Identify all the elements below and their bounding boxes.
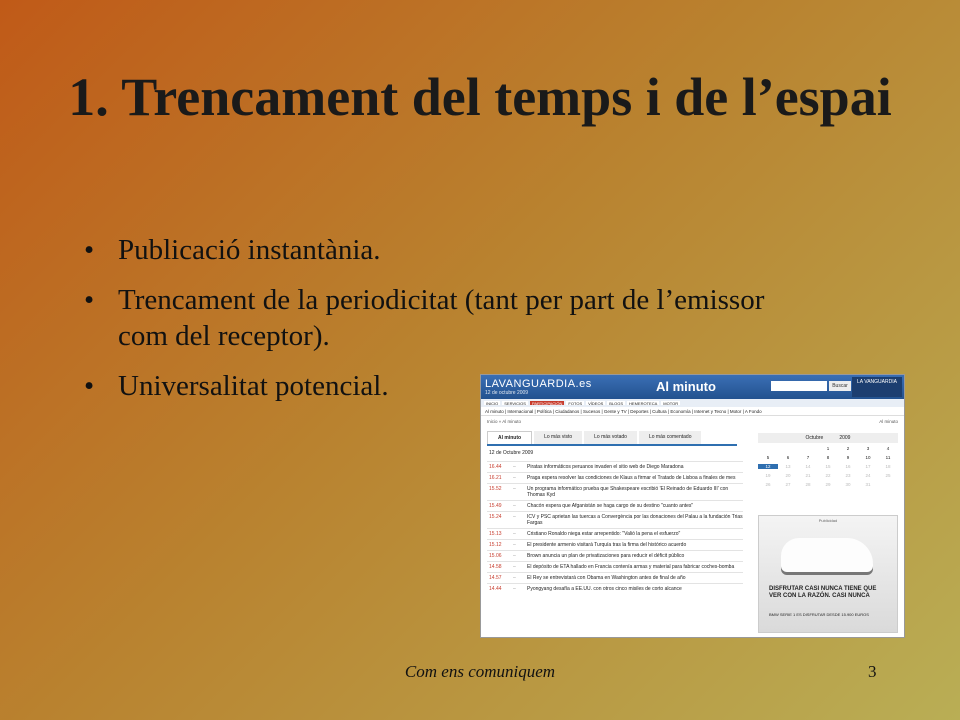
- calendar-grid: [758, 446, 898, 487]
- news-row: [487, 550, 743, 561]
- calendar-header: [758, 433, 898, 443]
- news-time: 16.21: [489, 475, 502, 481]
- news-headline: Praga espera resolver las condiciones de Klaus a firmar el Tratado de Lisboa a finales de mes: [527, 475, 736, 481]
- news-row: [487, 583, 743, 594]
- breadcrumb-right: Al minuto: [879, 419, 898, 424]
- news-headline: Un programa informático prueba que Shakespeare escribió 'El Reinado de Eduardo III' con Thomas Kyd: [527, 486, 729, 498]
- bullet-text: Publicació instantània.: [118, 234, 381, 266]
- calendar-day: 23: [845, 473, 851, 478]
- ad-small-print: BMW SERIE 1 ES DISFRUTAR DESDE 15.900 EUROS: [769, 612, 869, 617]
- search-button: Buscar: [829, 381, 851, 391]
- calendar-day: 8: [826, 455, 830, 460]
- news-row: [487, 500, 743, 511]
- news-date: 12 de Octubre 2009: [489, 450, 534, 456]
- news-separator: –: [513, 475, 516, 481]
- bullet-text: Universalitat potencial.: [118, 370, 389, 402]
- news-separator: –: [513, 553, 516, 559]
- car-image: [781, 538, 873, 572]
- nav-item: BLOGS: [609, 401, 624, 406]
- calendar-day: 16: [845, 464, 851, 469]
- calendar-month: Octubre: [805, 435, 824, 441]
- news-headline: Pyongyang desafía a EE.UU. con otros cinco misiles de corto alcance: [527, 586, 682, 592]
- news-time: 15.24: [489, 514, 502, 520]
- bullet-dot-icon: •: [84, 370, 95, 402]
- ad-copy: DISFRUTAR CASI NUNCA TIENE QUE VER CON LA RAZÓN. CASI NUNCA: [769, 586, 877, 599]
- calendar-day: 29: [825, 482, 831, 487]
- calendar-day: 28: [805, 482, 811, 487]
- calendar-day: 9: [846, 455, 850, 460]
- calendar-day: 22: [825, 473, 831, 478]
- search-input: [771, 381, 827, 391]
- nav-item: INICIO: [486, 401, 499, 406]
- news-headline: Chacón espera que Afganistán se haga cargo de su destino "cuanto antes": [527, 503, 694, 509]
- site-subnav: Al minuto | Internacional | Política | Ciudadanos | Sucesos | Gente y TV | Deportes | Cultura | Economía | Internet y Tecno | Motor | A Fondo: [481, 407, 904, 416]
- news-time: 15.49: [489, 503, 502, 509]
- news-time: 16.44: [489, 464, 502, 470]
- bullet-dot-icon: •: [84, 284, 95, 316]
- nav-item: PARTICIPACIÓN: [531, 401, 563, 406]
- tab-al-minuto: Al minuto: [487, 431, 532, 444]
- news-separator: –: [513, 514, 516, 520]
- news-headline: ICV y PSC aprietan las tuercas a Convergència por las donaciones del Palau a la fundación Trias Fargas: [527, 514, 743, 526]
- tab-mas-visto: Lo más visto: [534, 431, 582, 444]
- news-separator: –: [513, 486, 516, 492]
- nav-item: FOTOS: [568, 401, 583, 406]
- news-headline: El Rey se entrevistará con Obama en Washington antes de final de año: [527, 575, 686, 581]
- news-row: [487, 528, 743, 539]
- news-headline: El presidente armenio visitará Turquía tras la firma del histórico acuerdo: [527, 542, 687, 548]
- news-separator: –: [513, 542, 516, 548]
- calendar-day: 7: [806, 455, 810, 460]
- news-time: 15.13: [489, 531, 502, 537]
- nav-item: VÍDEOS: [588, 401, 604, 406]
- calendar-day: [878, 482, 898, 487]
- embedded-website-screenshot: [480, 374, 905, 638]
- calendar-day: 31: [865, 482, 871, 487]
- news-row: [487, 572, 743, 583]
- bullet-item: [84, 232, 784, 268]
- news-headline: Piratas informáticos peruanos invaden el sitio web de Diego Maradona: [527, 464, 684, 470]
- calendar-day: 11: [885, 455, 891, 460]
- calendar: [758, 433, 898, 487]
- news-separator: –: [513, 531, 516, 537]
- news-time: 15.06: [489, 553, 502, 559]
- calendar-day: 30: [845, 482, 851, 487]
- news-row: [487, 539, 743, 550]
- news-time: 15.12: [489, 542, 502, 548]
- calendar-day: 27: [785, 482, 791, 487]
- nav-item: SERVICIOS: [504, 401, 526, 406]
- news-row: [487, 472, 743, 483]
- news-time: 15.52: [489, 486, 502, 492]
- calendar-day: [758, 446, 778, 451]
- calendar-day: 19: [765, 473, 771, 478]
- news-headline: Cristiano Ronaldo niega estar arrepentido: "Valió la pena el esfuerzo": [527, 531, 681, 537]
- calendar-day: 17: [865, 464, 871, 469]
- news-separator: –: [513, 464, 516, 470]
- news-separator: –: [513, 564, 516, 570]
- breadcrumb-left: Inicio » Al minuto: [487, 419, 522, 424]
- bullet-dot-icon: •: [84, 234, 95, 266]
- site-logo: LA VANGUARDIA: [852, 377, 902, 397]
- news-time: 14.44: [489, 586, 502, 592]
- news-separator: –: [513, 586, 516, 592]
- advertisement: [758, 515, 898, 633]
- calendar-day: 5: [766, 455, 770, 460]
- breadcrumb: [481, 416, 904, 427]
- calendar-day: 4: [886, 446, 890, 451]
- calendar-day: [778, 446, 798, 451]
- calendar-day: 24: [865, 473, 871, 478]
- page-number: 3: [868, 662, 877, 681]
- calendar-day: 14: [805, 464, 811, 469]
- news-time: 14.57: [489, 575, 502, 581]
- calendar-day: 25: [885, 473, 891, 478]
- calendar-day: 20: [785, 473, 791, 478]
- tab-mas-votado: Lo más votado: [584, 431, 637, 444]
- calendar-day: 2: [846, 446, 850, 451]
- calendar-day: 12: [758, 464, 778, 469]
- news-row: [487, 511, 743, 528]
- site-header: [481, 375, 904, 399]
- calendar-day: 26: [765, 482, 771, 487]
- bullet-text: Trencament de la periodicitat (tant per part de l’emissor com del receptor).: [118, 284, 765, 352]
- site-date: 12 de octubre 2009: [485, 390, 529, 396]
- calendar-day: 3: [866, 446, 870, 451]
- news-row: [487, 483, 743, 500]
- news-time: 14.58: [489, 564, 502, 570]
- calendar-day: 21: [805, 473, 811, 478]
- news-row: [487, 461, 743, 472]
- section-title: Al minuto: [656, 379, 716, 394]
- news-list: [487, 461, 743, 594]
- bullet-item: [84, 282, 784, 354]
- calendar-year: 2009: [839, 435, 851, 441]
- tab-mas-comentado: Lo más comentado: [639, 431, 702, 444]
- footer-text: Com ens comuniquem: [404, 662, 556, 681]
- news-row: [487, 561, 743, 572]
- nav-item: HEMEROTECA: [629, 401, 658, 406]
- calendar-day: 10: [865, 455, 871, 460]
- ad-label: Publicidad: [818, 518, 838, 523]
- news-separator: –: [513, 575, 516, 581]
- slide-title: 1. Trencament del temps i de l’espai: [68, 67, 892, 127]
- calendar-day: [798, 446, 818, 451]
- news-separator: –: [513, 503, 516, 509]
- calendar-day: 1: [826, 446, 830, 451]
- calendar-day: 18: [885, 464, 891, 469]
- news-headline: El depósito de ETA hallado en Francia contenía armas y material para fabricar coches-bomba: [527, 564, 735, 570]
- news-tabs: [487, 431, 737, 446]
- calendar-day: 15: [825, 464, 831, 469]
- calendar-day: 13: [785, 464, 791, 469]
- site-brand: LAVANGUARDIA.es: [485, 378, 592, 390]
- news-headline: Brown anuncia un plan de privatizaciones para reducir el déficit público: [527, 553, 685, 559]
- nav-item: MOTOR: [663, 401, 679, 406]
- calendar-day: 6: [786, 455, 790, 460]
- site-nav: [481, 399, 904, 407]
